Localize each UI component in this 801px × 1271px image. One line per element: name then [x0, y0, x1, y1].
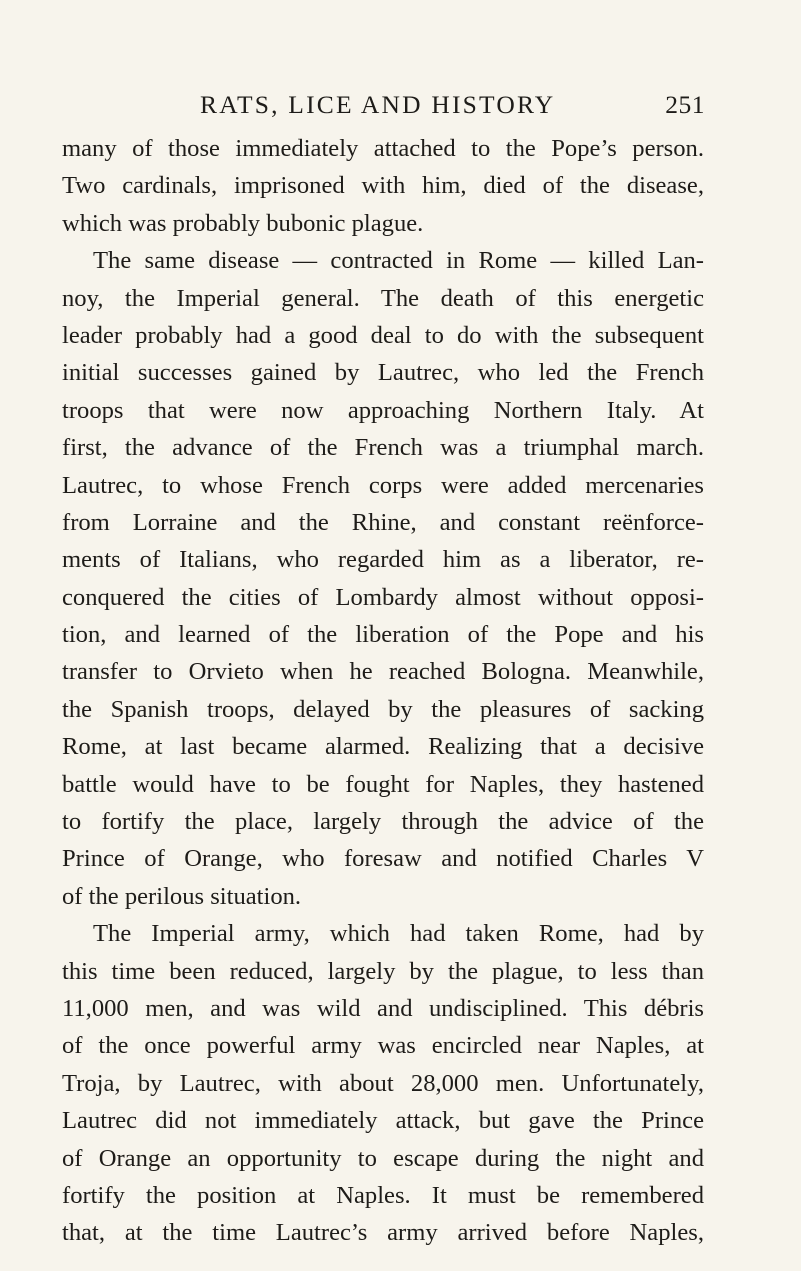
text-line: leader probably had a good deal to do with the subsequent [62, 321, 704, 349]
text-line: of the once powerful army was encircled near Naples, at [62, 1032, 704, 1060]
running-head [200, 90, 705, 126]
text-line: Lautrec did not immediately attack, but gave the Prince [62, 1107, 704, 1135]
text-line: many of those immediately attached to the Pope’s person. [62, 135, 704, 162]
text-line: The Imperial army, which had taken Rome, had by [93, 920, 704, 948]
text-line: first, the advance of the French was a triumphal march. [62, 434, 704, 462]
text-line: of the perilous situation. [62, 882, 302, 910]
text-line: ments of Italians, who regarded him as a liberator, re- [62, 546, 704, 574]
text-line: Two cardinals, imprisoned with him, died of the disease, [62, 172, 704, 200]
text-line: Troja, by Lautrec, with about 28,000 men. Unfortunately, [62, 1069, 704, 1097]
running-title: RATS, LICE AND HISTORY [200, 90, 556, 119]
text-line: initial successes gained by Lautrec, who led the French [62, 359, 704, 387]
text-line: The same disease — contracted in Rome — killed Lan- [93, 247, 704, 275]
text-line: Lautrec, to whose French corps were added mercenaries [62, 471, 704, 499]
text-line: troops that were now approaching Northern Italy. At [62, 396, 704, 424]
page-number: 251 [665, 90, 705, 119]
text-line: fortify the position at Naples. It must be remembered [62, 1181, 704, 1209]
text-line: 11,000 men, and was wild and undisciplined. This débris [62, 994, 704, 1022]
text-line: to fortify the place, largely through the advice of the [62, 808, 704, 836]
text-line: from Lorraine and the Rhine, and constant reënforce- [62, 508, 704, 536]
text-line: battle would have to be fought for Naples, they hastened [62, 770, 704, 798]
text-line: Rome, at last became alarmed. Realizing that a decisive [62, 733, 704, 761]
text-line: which was probably bubonic plague. [62, 209, 424, 237]
text-line: that, at the time Lautrec’s army arrived before Naples, [62, 1219, 704, 1247]
text-line: this time been reduced, largely by the plague, to less than [62, 957, 704, 985]
text-line: conquered the cities of Lombardy almost without opposi- [62, 583, 704, 611]
text-line: tion, and learned of the liberation of the Pope and his [62, 621, 704, 649]
text-line: Prince of Orange, who foresaw and notified Charles V [62, 845, 704, 873]
text-line: the Spanish troops, delayed by the pleasures of sacking [62, 695, 704, 723]
text-line: of Orange an opportunity to escape during the night and [62, 1144, 704, 1172]
text-line: transfer to Orvieto when he reached Bologna. Meanwhile, [62, 658, 704, 686]
body-text [62, 130, 704, 1252]
text-line: noy, the Imperial general. The death of this energetic [62, 284, 704, 312]
